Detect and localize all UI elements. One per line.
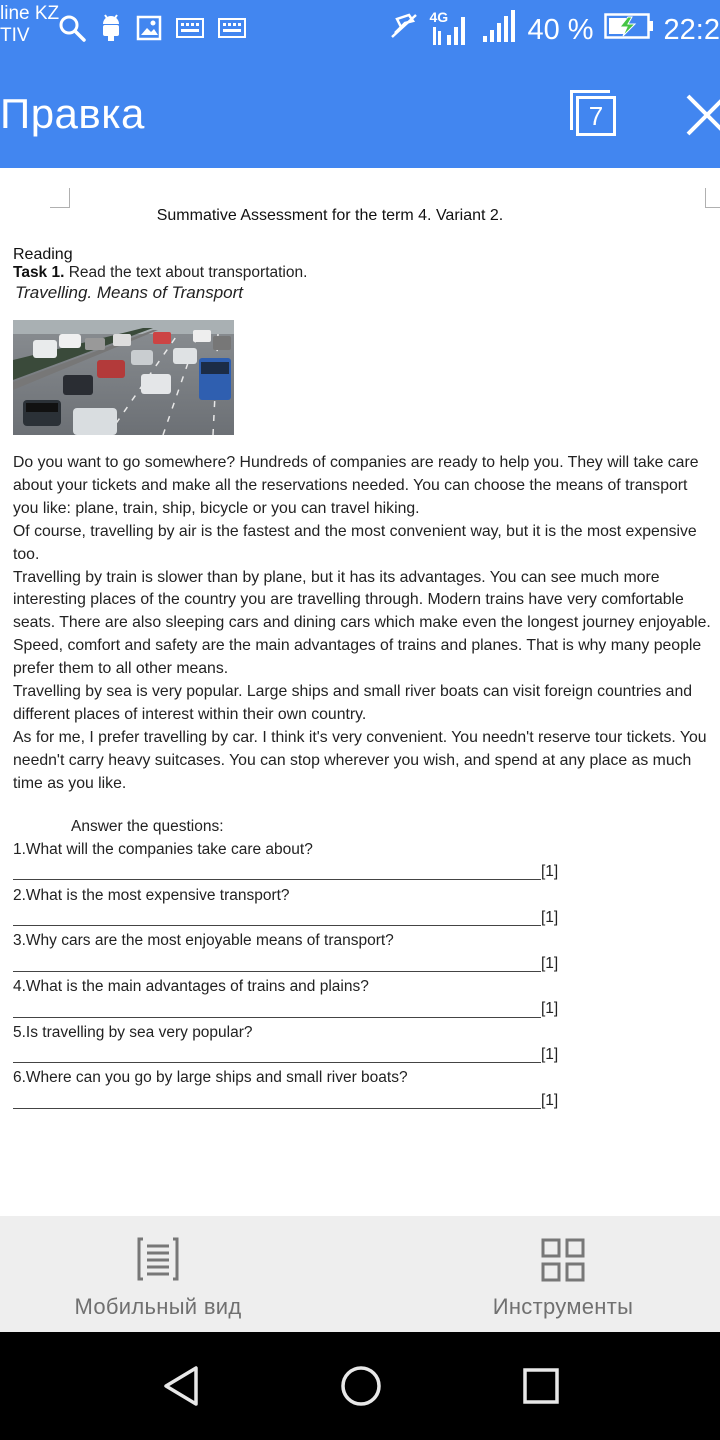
answer-line-6[interactable] xyxy=(13,1108,541,1109)
mobile-view-button[interactable] xyxy=(40,1216,276,1332)
system-navigation-bar xyxy=(0,1332,720,1440)
question-mark-5: [1] xyxy=(541,1046,559,1063)
bottom-toolbar xyxy=(0,1216,720,1332)
question-mark-2: [1] xyxy=(541,909,559,926)
answer-line-4[interactable] xyxy=(13,1017,541,1018)
android-icon xyxy=(100,14,122,47)
question-3: 3.Why cars are the most enjoyable means of transport? xyxy=(13,932,394,949)
page-corner-mark xyxy=(705,188,720,208)
keyboard-icon xyxy=(176,18,204,43)
carrier-line-1: line KZ xyxy=(0,3,60,24)
app-title: Правка xyxy=(0,90,145,137)
close-button[interactable] xyxy=(684,92,720,138)
question-mark-6: [1] xyxy=(541,1092,559,1109)
home-icon xyxy=(337,1362,385,1410)
system-status xyxy=(379,10,720,50)
tools-label: Инструменты xyxy=(492,1294,634,1319)
close-icon xyxy=(684,92,720,138)
question-5: 5.Is travelling by sea very popular? xyxy=(13,1024,253,1041)
question-1: 1.What will the companies take care about? xyxy=(13,841,313,858)
text-title: Travelling. Means of Transport xyxy=(15,283,244,302)
page-corner-mark xyxy=(50,188,70,208)
signal-icon xyxy=(429,13,471,47)
answer-line-2[interactable] xyxy=(13,925,541,926)
answer-line-3[interactable] xyxy=(13,971,541,972)
mute-icon xyxy=(389,11,419,49)
battery-percent: 40 % xyxy=(527,13,594,46)
notification-icons xyxy=(58,14,260,47)
paragraph: Travelling by sea is very popular. Large ships and small river boats can visit foreign countries and different places of interest within their own country. xyxy=(13,683,693,723)
recents-button[interactable] xyxy=(517,1362,565,1410)
question-mark-3: [1] xyxy=(541,955,559,972)
pages-button[interactable] xyxy=(570,90,618,138)
mobile-signal-4g xyxy=(429,9,471,47)
question-2: 2.What is the most expensive transport? xyxy=(13,887,290,904)
section-heading: Reading xyxy=(13,246,73,263)
answer-heading: Answer the questions: xyxy=(71,818,224,835)
mobile-view-label: Мобильный вид xyxy=(74,1294,242,1319)
question-mark-4: [1] xyxy=(541,1000,559,1017)
home-button[interactable] xyxy=(337,1362,385,1410)
page-count: 7 xyxy=(576,96,616,136)
question-mark-1: [1] xyxy=(541,863,559,880)
answer-line-5[interactable] xyxy=(13,1062,541,1063)
search-icon xyxy=(58,14,86,47)
question-4: 4.What is the main advantages of trains and plains? xyxy=(13,978,369,995)
clock: 22:2 xyxy=(663,13,720,46)
paragraph: As for me, I prefer travelling by car. I think it's very convenient. You needn't reserve tour tickets. You needn't carry heavy suitcases. You can stop wherever you wish, and spend at any place as much time as you like. xyxy=(13,728,707,792)
app-header xyxy=(0,60,720,168)
carrier-name xyxy=(0,3,59,47)
keyboard-icon xyxy=(218,18,246,43)
recents-icon xyxy=(517,1362,565,1410)
network-type: 4G xyxy=(429,9,449,25)
task-label: Task 1. xyxy=(13,264,65,281)
highway-traffic-photo xyxy=(13,320,234,435)
question-6: 6.Where can you go by large ships and small river boats? xyxy=(13,1069,408,1086)
task-text: Read the text about transportation. xyxy=(64,264,308,281)
signal-icon xyxy=(481,10,517,50)
status-bar xyxy=(0,0,720,60)
back-button[interactable] xyxy=(158,1362,206,1410)
answer-line-1[interactable] xyxy=(13,879,541,880)
tools-button[interactable] xyxy=(470,1216,656,1332)
task-instruction xyxy=(13,264,307,282)
paragraph: Of course, travelling by air is the fastest and the most convenient way, but it is the most expensive too. xyxy=(13,522,697,563)
paragraph: Do you want to go somewhere? Hundreds of companies are ready to help you. They will take care about your tickets and make all the reservations needed. You can choose the means of transport you like: plane, train, ship, bicycle or you can travel hiking. xyxy=(13,454,699,517)
image-icon xyxy=(136,15,162,46)
document-page[interactable] xyxy=(0,168,720,1216)
document-title: Summative Assessment for the term 4. Variant 2. xyxy=(156,207,504,224)
battery-charging-icon xyxy=(604,13,654,47)
carrier-line-2: TIV xyxy=(0,25,30,46)
back-icon xyxy=(158,1362,206,1410)
paragraph: Travelling by train is slower than by plane, but it has its advantages. You can see much more interesting places of the country you are travelling through. Modern trains have very comfortable seats. There are also sleeping cars and dining cars which make even the longest journey enjoyable. Speed, comfort and safety are the main advantages of trains and planes. That is why many people prefer them to all other means. xyxy=(13,568,711,678)
grid-icon xyxy=(541,1238,585,1282)
mobile-view-icon xyxy=(137,1236,179,1282)
reading-text xyxy=(13,452,713,796)
